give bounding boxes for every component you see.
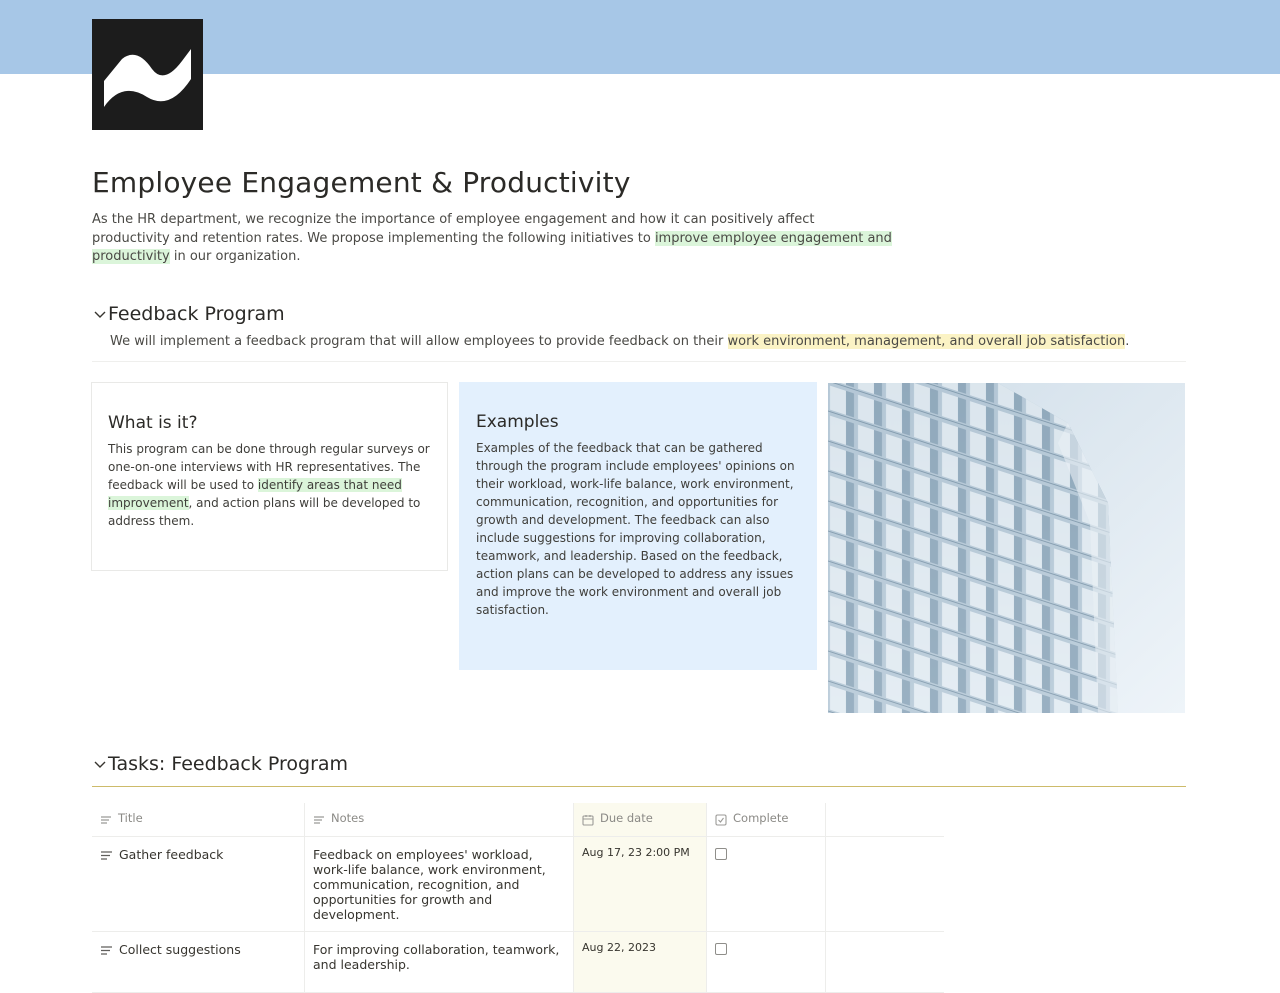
task-title-cell[interactable] bbox=[92, 932, 305, 992]
intro-paragraph: As the HR department, we recognize the importance of employee engagement and how it can positively affect productivity and retention rates. We propose implementing the following initiatives to improve employee engagement and productivity in our organization. bbox=[92, 212, 892, 264]
feedback-description: We will implement a feedback program that will allow employees to provide feedback on their work environment, management, and overall job satisfaction. bbox=[110, 334, 1130, 349]
feedback-highlight: work environment, management, and overall job satisfaction bbox=[727, 334, 1126, 349]
text-lines-icon bbox=[100, 944, 113, 957]
empty-cell bbox=[826, 837, 944, 931]
examples-text: Examples of the feedback that can be gathered through the program include employees' opinions on their workload, work-life balance, work environment, communication, recognition, and opportunities for growth and development. The feedback can also include suggestions for improving collaboration, teamwork, and leadership. Based on the feedback, action plans can be developed to address any issues and improve the work environment and overall job satisfaction. bbox=[476, 441, 795, 617]
what-is-it-highlight: identify areas that need improvement bbox=[108, 478, 402, 510]
task-notes-cell[interactable]: Feedback on employees' workload, work-life balance, work environment, communication, recognition, and opportunities for growth and development. bbox=[305, 837, 574, 931]
column-header-complete[interactable] bbox=[707, 803, 826, 836]
text-lines-icon bbox=[100, 814, 112, 826]
task-title: Collect suggestions bbox=[119, 942, 241, 957]
column-header-title-label: Title bbox=[118, 811, 143, 825]
column-header-complete-label: Complete bbox=[733, 811, 789, 825]
column-header-due-date[interactable] bbox=[574, 803, 707, 836]
tasks-toggle[interactable] bbox=[92, 753, 348, 775]
calendar-icon bbox=[582, 814, 594, 826]
chevron-down-icon[interactable] bbox=[92, 756, 108, 772]
feedback-program-heading: Feedback Program bbox=[108, 303, 285, 325]
chevron-down-icon[interactable] bbox=[92, 306, 108, 322]
task-due-cell[interactable]: Aug 22, 2023 bbox=[574, 932, 707, 992]
column-header-notes[interactable] bbox=[305, 803, 574, 836]
complete-checkbox[interactable] bbox=[715, 848, 727, 860]
task-title-cell[interactable] bbox=[92, 837, 305, 931]
table-row[interactable] bbox=[92, 837, 944, 932]
photo-landscape-icon[interactable] bbox=[92, 19, 203, 130]
feedback-program-toggle[interactable] bbox=[92, 303, 285, 325]
intro-highlight: improve employee engagement and productivity bbox=[92, 230, 892, 264]
building-facade-image bbox=[828, 383, 1185, 713]
what-is-it-title: What is it? bbox=[108, 413, 198, 433]
column-header-empty bbox=[826, 803, 944, 836]
text-lines-icon bbox=[313, 814, 325, 826]
table-header-row bbox=[92, 803, 944, 837]
checkbox-icon bbox=[715, 814, 727, 826]
what-is-it-card bbox=[91, 382, 448, 571]
tasks-table bbox=[92, 803, 944, 993]
complete-checkbox[interactable] bbox=[715, 943, 727, 955]
text-lines-icon bbox=[100, 849, 113, 862]
table-row[interactable] bbox=[92, 932, 944, 993]
task-due-cell[interactable]: Aug 17, 23 2:00 PM bbox=[574, 837, 707, 931]
examples-card bbox=[459, 382, 817, 670]
tasks-heading: Tasks: Feedback Program bbox=[108, 753, 349, 775]
task-title: Gather feedback bbox=[119, 847, 224, 862]
column-header-due-label: Due date bbox=[600, 811, 653, 825]
examples-title: Examples bbox=[476, 412, 559, 432]
column-header-notes-label: Notes bbox=[331, 811, 365, 825]
task-complete-cell bbox=[707, 837, 826, 931]
divider bbox=[92, 361, 1186, 362]
task-complete-cell bbox=[707, 932, 826, 992]
empty-cell bbox=[826, 932, 944, 992]
column-header-title[interactable] bbox=[92, 803, 305, 836]
task-notes-cell[interactable]: For improving collaboration, teamwork, and leadership. bbox=[305, 932, 574, 992]
page-title: Employee Engagement & Productivity bbox=[92, 166, 631, 199]
tasks-divider bbox=[92, 786, 1186, 787]
what-is-it-text: This program can be done through regular surveys or one-on-one interviews with HR representatives. The feedback will be used to identify areas that need improvement, and action plans will be developed to address them. bbox=[108, 442, 430, 528]
